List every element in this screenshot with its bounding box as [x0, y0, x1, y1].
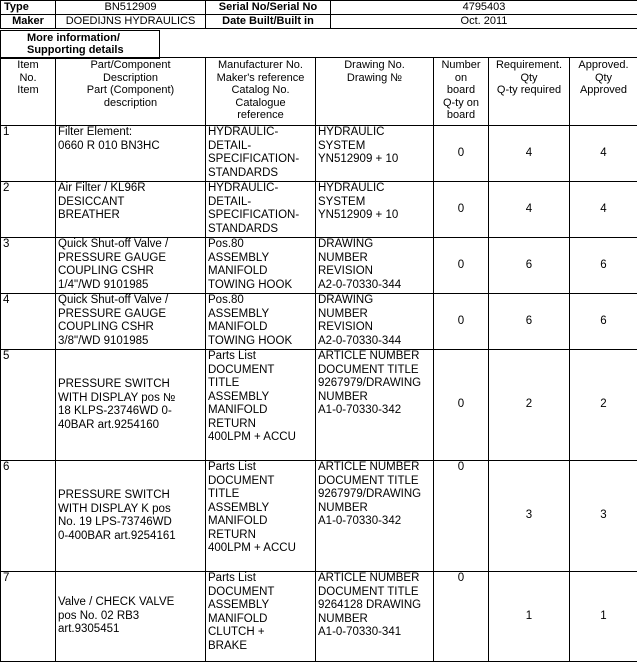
text-line: art.9305451 [58, 623, 203, 637]
text-line: Valve / CHECK VALVE [58, 596, 203, 610]
part-description-cell [56, 572, 206, 662]
text-line: 9267979/DRAWING [318, 377, 431, 391]
part-description-cell [56, 294, 206, 350]
type-value: BN512909 [56, 1, 206, 15]
part-description-cell [56, 350, 206, 461]
text-line: ASSEMBLY [208, 599, 313, 613]
text-line: DRAWING [318, 238, 431, 252]
approved-qty-cell: 1 [570, 572, 637, 662]
text-line: Pos.80 [208, 294, 313, 308]
more-info-line-1: More information/ [27, 32, 156, 44]
text-line: ARTICLE NUMBER [318, 572, 431, 586]
text-line: HYDRAULIC- [208, 126, 313, 140]
text-line: MANIFOLD [208, 265, 313, 279]
text-line: PRESSURE SWITCH [58, 489, 203, 503]
text-line: Part (Component) [58, 84, 203, 97]
required-qty-cell: 4 [489, 182, 570, 238]
item-number-cell: 5 [1, 350, 56, 461]
text-line: TITLE [208, 377, 313, 391]
text-line: Qty [491, 72, 567, 85]
text-line: Maker's reference [208, 72, 313, 85]
text-line: Number [436, 59, 486, 72]
table-row [1, 126, 637, 182]
text-line: on [436, 72, 486, 85]
manufacturer-cell [206, 238, 316, 294]
text-line: A1-0-70330-342 [318, 404, 431, 418]
col-approved [570, 58, 637, 126]
text-line: WITH DISPLAY pos № [58, 392, 203, 406]
text-line: 9267979/DRAWING [318, 488, 431, 502]
item-number-cell: 1 [1, 126, 56, 182]
text-line: Drawing No. [318, 59, 431, 72]
text-line: Qty [572, 72, 635, 85]
table-row [1, 182, 637, 238]
text-line: TOWING HOOK [208, 279, 313, 293]
parts-table [0, 57, 637, 662]
date-value: Oct. 2011 [331, 15, 637, 29]
required-qty-cell: 4 [489, 126, 570, 182]
text-line: PRESSURE GAUGE [58, 308, 203, 322]
more-info-cell [1, 31, 160, 59]
text-line: REVISION [318, 321, 431, 335]
text-line: ASSEMBLY [208, 308, 313, 322]
manufacturer-cell [206, 572, 316, 662]
text-line: DOCUMENT TITLE [318, 364, 431, 378]
manufacturer-cell [206, 182, 316, 238]
text-line: Approved [572, 84, 635, 97]
text-line: 3/8"/WD 9101985 [58, 335, 203, 349]
text-line: DOCUMENT TITLE [318, 586, 431, 600]
manufacturer-cell [206, 350, 316, 461]
col-item [1, 58, 56, 126]
text-line: SPECIFICATION- [208, 153, 313, 167]
text-line: Parts List [208, 350, 313, 364]
text-line: PRESSURE SWITCH [58, 378, 203, 392]
text-line: DESICCANT [58, 196, 203, 210]
header-table [0, 0, 637, 29]
text-line: NUMBER [318, 613, 431, 627]
text-line: Requirement. [491, 59, 567, 72]
text-line: DOCUMENT [208, 475, 313, 489]
text-line: HYDRAULIC [318, 126, 431, 140]
text-line: NUMBER [318, 308, 431, 322]
text-line: COUPLING CSHR [58, 265, 203, 279]
text-line: MANIFOLD [208, 321, 313, 335]
text-line: description [58, 97, 203, 110]
serial-value: 4795403 [331, 1, 637, 15]
text-line: A1-0-70330-342 [318, 515, 431, 529]
text-line: Quick Shut-off Valve / [58, 238, 203, 252]
drawing-cell [316, 350, 434, 461]
onboard-qty-cell: 0 [434, 182, 489, 238]
text-line: Catalogue [208, 97, 313, 110]
item-number-cell: 2 [1, 182, 56, 238]
part-description-cell [56, 461, 206, 572]
approved-qty-cell: 6 [570, 294, 637, 350]
text-line: DRAWING [318, 294, 431, 308]
approved-qty-cell: 4 [570, 126, 637, 182]
text-line: SPECIFICATION- [208, 209, 313, 223]
text-line: A2-0-70330-344 [318, 335, 431, 349]
part-description-cell [56, 126, 206, 182]
text-line: Air Filter / KL96R [58, 182, 203, 196]
text-line: STANDARDS [208, 167, 313, 181]
manufacturer-cell [206, 461, 316, 572]
text-line: 18 KLPS-23746WD 0- [58, 405, 203, 419]
text-line: A2-0-70330-344 [318, 279, 431, 293]
text-line: A1-0-70330-341 [318, 626, 431, 640]
table-row [1, 294, 637, 350]
manufacturer-cell [206, 126, 316, 182]
required-qty-cell: 3 [489, 461, 570, 572]
text-line: Q-ty required [491, 84, 567, 97]
text-line: No. [3, 72, 53, 85]
onboard-qty-cell: 0 [434, 461, 489, 572]
text-line: Quick Shut-off Valve / [58, 294, 203, 308]
maker-label: Maker [1, 15, 56, 29]
text-line: MANIFOLD [208, 404, 313, 418]
text-line: ASSEMBLY [208, 502, 313, 516]
text-line: ARTICLE NUMBER [318, 461, 431, 475]
item-number-cell: 6 [1, 461, 56, 572]
text-line: 1/4"/WD 9101985 [58, 279, 203, 293]
text-line: ASSEMBLY [208, 391, 313, 405]
text-line: BRAKE [208, 640, 313, 654]
item-number-cell: 4 [1, 294, 56, 350]
text-line: MANIFOLD [208, 613, 313, 627]
required-qty-cell: 6 [489, 294, 570, 350]
drawing-cell [316, 294, 434, 350]
text-line: REVISION [318, 265, 431, 279]
text-line: board [436, 109, 486, 122]
text-line: DETAIL- [208, 196, 313, 210]
text-line: NUMBER [318, 391, 431, 405]
text-line: YN512909 + 10 [318, 153, 431, 167]
approved-qty-cell: 6 [570, 238, 637, 294]
drawing-cell [316, 572, 434, 662]
text-line: Approved. [572, 59, 635, 72]
text-line: COUPLING CSHR [58, 321, 203, 335]
text-line: Q-ty on [436, 97, 486, 110]
text-line: NUMBER [318, 252, 431, 266]
table-row [1, 461, 637, 572]
text-line: NUMBER [318, 502, 431, 516]
col-part [56, 58, 206, 126]
text-line: Drawing № [318, 72, 431, 85]
text-line: 40BAR art.9254160 [58, 419, 203, 433]
text-line: DOCUMENT TITLE [318, 475, 431, 489]
text-line: reference [208, 109, 313, 122]
type-label: Type [1, 1, 56, 15]
text-line: YN512909 + 10 [318, 209, 431, 223]
text-line: 400LPM + ACCU [208, 431, 313, 445]
onboard-qty-cell: 0 [434, 126, 489, 182]
column-header-row [1, 58, 637, 126]
text-line: Parts List [208, 461, 313, 475]
text-line: 0-400BAR art.9254161 [58, 530, 203, 544]
text-line: TOWING HOOK [208, 335, 313, 349]
onboard-qty-cell: 0 [434, 350, 489, 461]
text-line: Parts List [208, 572, 313, 586]
col-required [489, 58, 570, 126]
drawing-cell [316, 126, 434, 182]
required-qty-cell: 1 [489, 572, 570, 662]
text-line: DOCUMENT [208, 364, 313, 378]
text-line: Part/Component [58, 59, 203, 72]
part-description-cell [56, 182, 206, 238]
text-line: RETURN [208, 418, 313, 432]
text-line: 9264128 DRAWING [318, 599, 431, 613]
serial-label: Serial No/Serial No [206, 1, 331, 15]
col-drawing [316, 58, 434, 126]
text-line: SYSTEM [318, 196, 431, 210]
col-onboard [434, 58, 489, 126]
text-line: Catalog No. [208, 84, 313, 97]
text-line: pos No. 02 RB3 [58, 610, 203, 624]
item-number-cell: 7 [1, 572, 56, 662]
text-line: PRESSURE GAUGE [58, 252, 203, 266]
text-line: TITLE [208, 488, 313, 502]
text-line: HYDRAULIC [318, 182, 431, 196]
text-line: DETAIL- [208, 140, 313, 154]
table-row [1, 572, 637, 662]
onboard-qty-cell: 0 [434, 572, 489, 662]
table-row [1, 238, 637, 294]
text-line: HYDRAULIC- [208, 182, 313, 196]
text-line: Item [3, 84, 53, 97]
text-line: Pos.80 [208, 238, 313, 252]
text-line: Filter Element: [58, 126, 203, 140]
maker-value: DOEDIJNS HYDRAULICS [56, 15, 206, 29]
text-line: BREATHER [58, 209, 203, 223]
onboard-qty-cell: 0 [434, 294, 489, 350]
text-line: 0660 R 010 BN3HC [58, 140, 203, 154]
approved-qty-cell: 4 [570, 182, 637, 238]
text-line: STANDARDS [208, 223, 313, 237]
text-line: Description [58, 72, 203, 85]
text-line: board [436, 84, 486, 97]
text-line: CLUTCH + [208, 626, 313, 640]
text-line: DOCUMENT [208, 586, 313, 600]
more-info-box [0, 30, 160, 59]
more-info-line-2: Supporting details [27, 44, 156, 56]
text-line: No. 19 LPS-73746WD [58, 516, 203, 530]
text-line: ARTICLE NUMBER [318, 350, 431, 364]
text-line: 400LPM + ACCU [208, 542, 313, 556]
table-row [1, 350, 637, 461]
manufacturer-cell [206, 294, 316, 350]
text-line: Item [3, 59, 53, 72]
approved-qty-cell: 2 [570, 350, 637, 461]
col-manufacturer [206, 58, 316, 126]
text-line: MANIFOLD [208, 515, 313, 529]
drawing-cell [316, 238, 434, 294]
item-number-cell: 3 [1, 238, 56, 294]
approved-qty-cell: 3 [570, 461, 637, 572]
text-line: ASSEMBLY [208, 252, 313, 266]
part-description-cell [56, 238, 206, 294]
text-line: Manufacturer No. [208, 59, 313, 72]
required-qty-cell: 6 [489, 238, 570, 294]
onboard-qty-cell: 0 [434, 238, 489, 294]
drawing-cell [316, 182, 434, 238]
drawing-cell [316, 461, 434, 572]
required-qty-cell: 2 [489, 350, 570, 461]
text-line: SYSTEM [318, 140, 431, 154]
date-label: Date Built/Built in [206, 15, 331, 29]
text-line: WITH DISPLAY K pos [58, 503, 203, 517]
text-line: RETURN [208, 529, 313, 543]
